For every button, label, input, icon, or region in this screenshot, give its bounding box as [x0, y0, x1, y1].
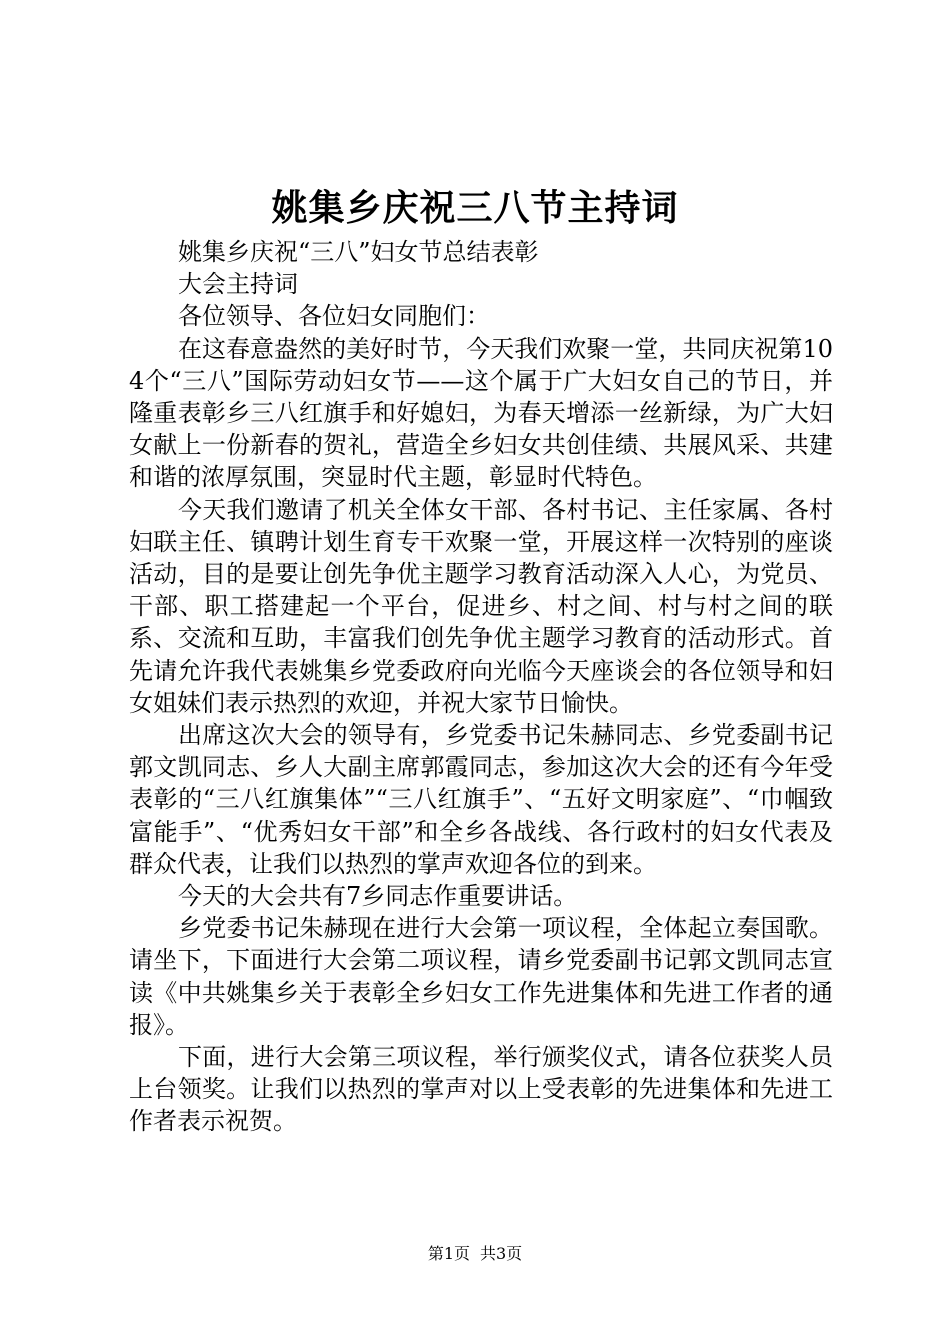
body-paragraph: 乡党委书记朱赫现在进行大会第一项议程，全体起立奏国歌。请坐下，下面进行大会第二项议程，请乡党委副书记郭文凯同志宣读《中共姚集乡关于表彰全乡妇女工作先进集体和先进工作者的通报》。 — [129, 914, 833, 1039]
body-paragraph: 各位领导、各位妇女同胞们： — [178, 302, 490, 331]
document-title: 姚集乡庆祝三八节主持词 — [271, 187, 679, 229]
document-body — [129, 236, 833, 1138]
body-paragraph: 今天的大会共有7乡同志作重要讲话。 — [178, 882, 578, 911]
page-total: 共3页 — [480, 1244, 523, 1263]
page-number: 第1页 — [427, 1244, 470, 1263]
body-paragraph: 今天我们邀请了机关全体女干部、各村书记、主任家属、各村妇联主任、镇聘计划生育专干欢聚一堂，开展这样一次特别的座谈活动，目的是要让创先争优主题学习教育活动深入人心，为党员、干部、职工搭建起一个平台，促进乡、村之间、村与村之间的联系、交流和互助，丰富我们创先争优主题学习教育的活动形式。首先请允许我代表姚集乡党委政府向光临今天座谈会的各位领导和妇女姐妹们表示热烈的欢迎，并祝大家节日愉快。 — [129, 495, 833, 717]
page-footer — [0, 1243, 950, 1265]
body-paragraph: 在这春意盎然的美好时节，今天我们欢聚一堂，共同庆祝第104个“三八”国际劳动妇女节——这个属于广大妇女自己的节日，并隆重表彰乡三八红旗手和好媳妇，为春天增添一丝新绿，为广大妇女献上一份新春的贺礼，营造全乡妇女共创佳绩、共展风采、共建和谐的浓厚氛围，突显时代主题，彰显时代特色。 — [129, 334, 833, 492]
body-paragraph: 大会主持词 — [178, 270, 298, 299]
body-paragraph: 出席这次大会的领导有，乡党委书记朱赫同志、乡党委副书记郭文凯同志、乡人大副主席郭霞同志，参加这次大会的还有今年受表彰的“三八红旗集体”“三八红旗手”、“五好文明家庭”、“巾帼致富能手”、“优秀妇女干部”和全乡各战线、各行政村的妇女代表及群众代表，让我们以热烈的掌声欢迎各位的到来。 — [129, 721, 833, 878]
body-paragraph: 姚集乡庆祝“三八”妇女节总结表彰 — [178, 238, 539, 266]
body-paragraph: 下面，进行大会第三项议程，举行颁奖仪式，请各位获奖人员上台领奖。让我们以热烈的掌声对以上受表彰的先进集体和先进工作者表示祝贺。 — [129, 1043, 833, 1136]
